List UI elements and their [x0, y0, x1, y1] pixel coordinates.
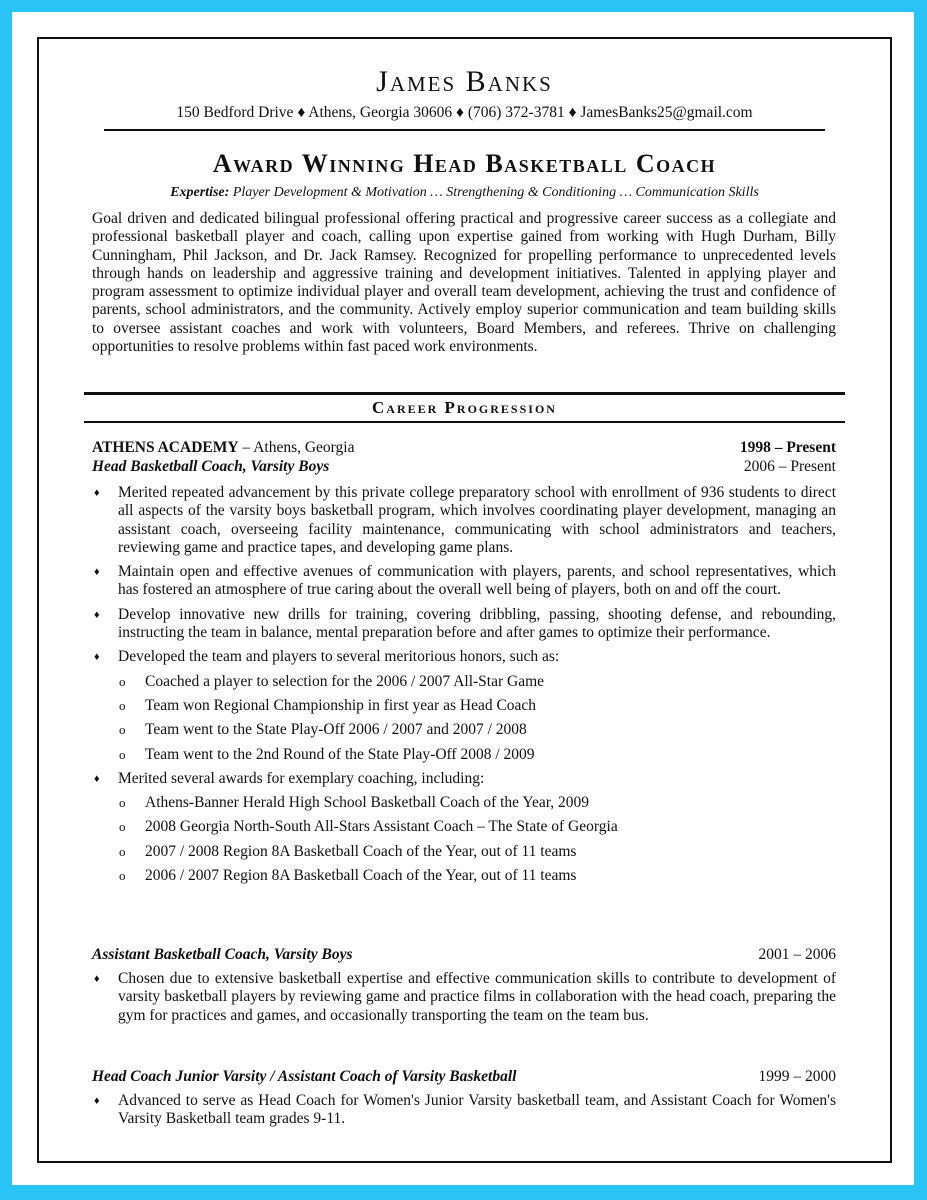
employer-location: – Athens, Georgia [238, 439, 355, 456]
role-row [92, 946, 836, 964]
circle-bullet-icon: o [119, 843, 126, 859]
diamond-bullet-icon: ♦ [94, 772, 100, 785]
circle-bullet-icon: o [119, 795, 126, 811]
resume-border [37, 37, 892, 1163]
diamond-bullet-icon: ♦ [94, 487, 100, 499]
employer-name: ATHENS ACADEMY [92, 439, 239, 456]
honor-item: o Team went to the State Play-Off 2006 / 2007 and 2007 / 2008 [119, 721, 527, 739]
role-dates: 2001 – 2006 [758, 946, 836, 963]
role-title: Head Basketball Coach, Varsity Boys [92, 458, 330, 475]
diamond-bullet-icon: ♦ [94, 566, 100, 579]
circle-bullet-icon: o [119, 819, 126, 835]
circle-bullet-icon: o [119, 722, 126, 738]
role-dates: 2006 – Present [743, 458, 836, 475]
section-divider-top [84, 392, 845, 395]
honor-item: o Team went to the 2nd Round of the State Play-Off 2008 / 2009 [119, 745, 535, 763]
section-title-career: Career Progression [372, 398, 557, 417]
diamond-bullet-icon: ♦ [94, 1095, 100, 1107]
expertise-text: Player Development & Motivation … Strengthening & Conditioning … Communication Skills [229, 185, 759, 200]
circle-bullet-icon: o [119, 673, 126, 689]
section-divider-bottom [84, 421, 845, 423]
award-item: o Athens-Banner Herald High School Basketball Coach of the Year, 2009 [119, 794, 590, 812]
resume-page [12, 12, 914, 1185]
candidate-name: James Banks [376, 65, 553, 98]
diamond-bullet-icon: ♦ [94, 973, 100, 985]
circle-bullet-icon: o [119, 746, 126, 762]
employer-dates: 1998 – Present [739, 439, 836, 456]
bullet-item: ♦ Chosen due to extensive basketball expertise and effective communication skills to contribute to development of varsity basketball players by reviewing game and practice films in collaboration with the head coach, preparing the gym for practices and games, and occasionally transporting the team on the team bus. [94, 970, 836, 1024]
bullet-item: ♦ Maintain open and effective avenues of communication with players, parents, and school representatives, which has fostered an atmosphere of true caring about the overall well being of players, both on and off the court. [94, 563, 836, 599]
award-item: o 2008 Georgia North-South All-Stars Assistant Coach – The State of Georgia [119, 818, 618, 836]
bullet-item: ♦ Developed the team and players to several meritorious honors, such as: [94, 648, 560, 666]
role-3-bullets [92, 1092, 836, 1135]
circle-bullet-icon: o [119, 868, 126, 884]
role-dates: 1999 – 2000 [758, 1068, 836, 1085]
diamond-bullet-icon: ♦ [94, 608, 100, 621]
bullet-item: ♦ Develop innovative new drills for training, covering dribbling, passing, shooting defense, and rebounding, instructing the team in balance, mental preparation before and after games to optimize their performance. [94, 605, 836, 642]
bullet-item: ♦ Advanced to serve as Head Coach for Women's Junior Varsity basketball team, and Assistant Coach for Women's Varsity Basketball team grades 9-11. [94, 1092, 836, 1128]
expertise-line [39, 185, 890, 201]
circle-bullet-icon: o [119, 697, 126, 713]
role-title: Head Coach Junior Varsity / Assistant Coach of Varsity Basketball [92, 1068, 517, 1085]
role-row [92, 1068, 836, 1086]
bullet-item: ♦ Merited repeated advancement by this private college preparatory school with enrollment of 936 students to direct all aspects of the varsity boys basketball program, which involves coordinating player development, managing an assistant coach, overseeing facility maintenance, communicating with school administrators and teachers, reviewing game and practice tapes, and developing game plans. [94, 484, 836, 556]
honor-item: o Team won Regional Championship in first year as Head Coach [119, 696, 537, 714]
role-row [92, 458, 836, 476]
role-1-bullets [92, 484, 836, 891]
role-title: Assistant Basketball Coach, Varsity Boys [92, 946, 353, 963]
header-divider [104, 129, 825, 131]
summary-paragraph: Goal driven and dedicated bilingual professional offering practical and progressive career success as a collegiate and professional basketball player and coach, calling upon expertise gained from working with Hugh Durham, Billy Cunningham, Phil Jackson, and Dr. Jack Ramsey. Recognized for propelling performance to unprecedented levels through hands on leadership and aggressive training and development initiatives. Talented in applying player and program assessment to optimize individual player and overall team development, achieving the trust and confidence of parents, school administrators, and the community. Actively employ superior communication and team building skills to oversee assistant coaches and work with volunteers, Board Members, and referees. Thrive on challenging opportunities to resolve problems within fast paced work environments. [92, 210, 836, 356]
award-item: o 2006 / 2007 Region 8A Basketball Coach of the Year, out of 11 teams [119, 867, 577, 885]
bullet-item: ♦ Merited several awards for exemplary coaching, including: [94, 769, 485, 787]
headline: Award Winning Head Basketball Coach [212, 149, 717, 178]
award-item: o 2007 / 2008 Region 8A Basketball Coach of the Year, out of 11 teams [119, 842, 577, 860]
employer-row [92, 439, 836, 457]
expertise-label: Expertise: [170, 185, 230, 200]
honor-item: o Coached a player to selection for the 2006 / 2007 All-Star Game [119, 672, 545, 690]
role-2-bullets [92, 970, 836, 1031]
contact-line: 150 Bedford Drive ♦ Athens, Georgia 30606 ♦ (706) 372-3781 ♦ JamesBanks25@gmail.com [176, 104, 753, 121]
diamond-bullet-icon: ♦ [94, 651, 100, 664]
